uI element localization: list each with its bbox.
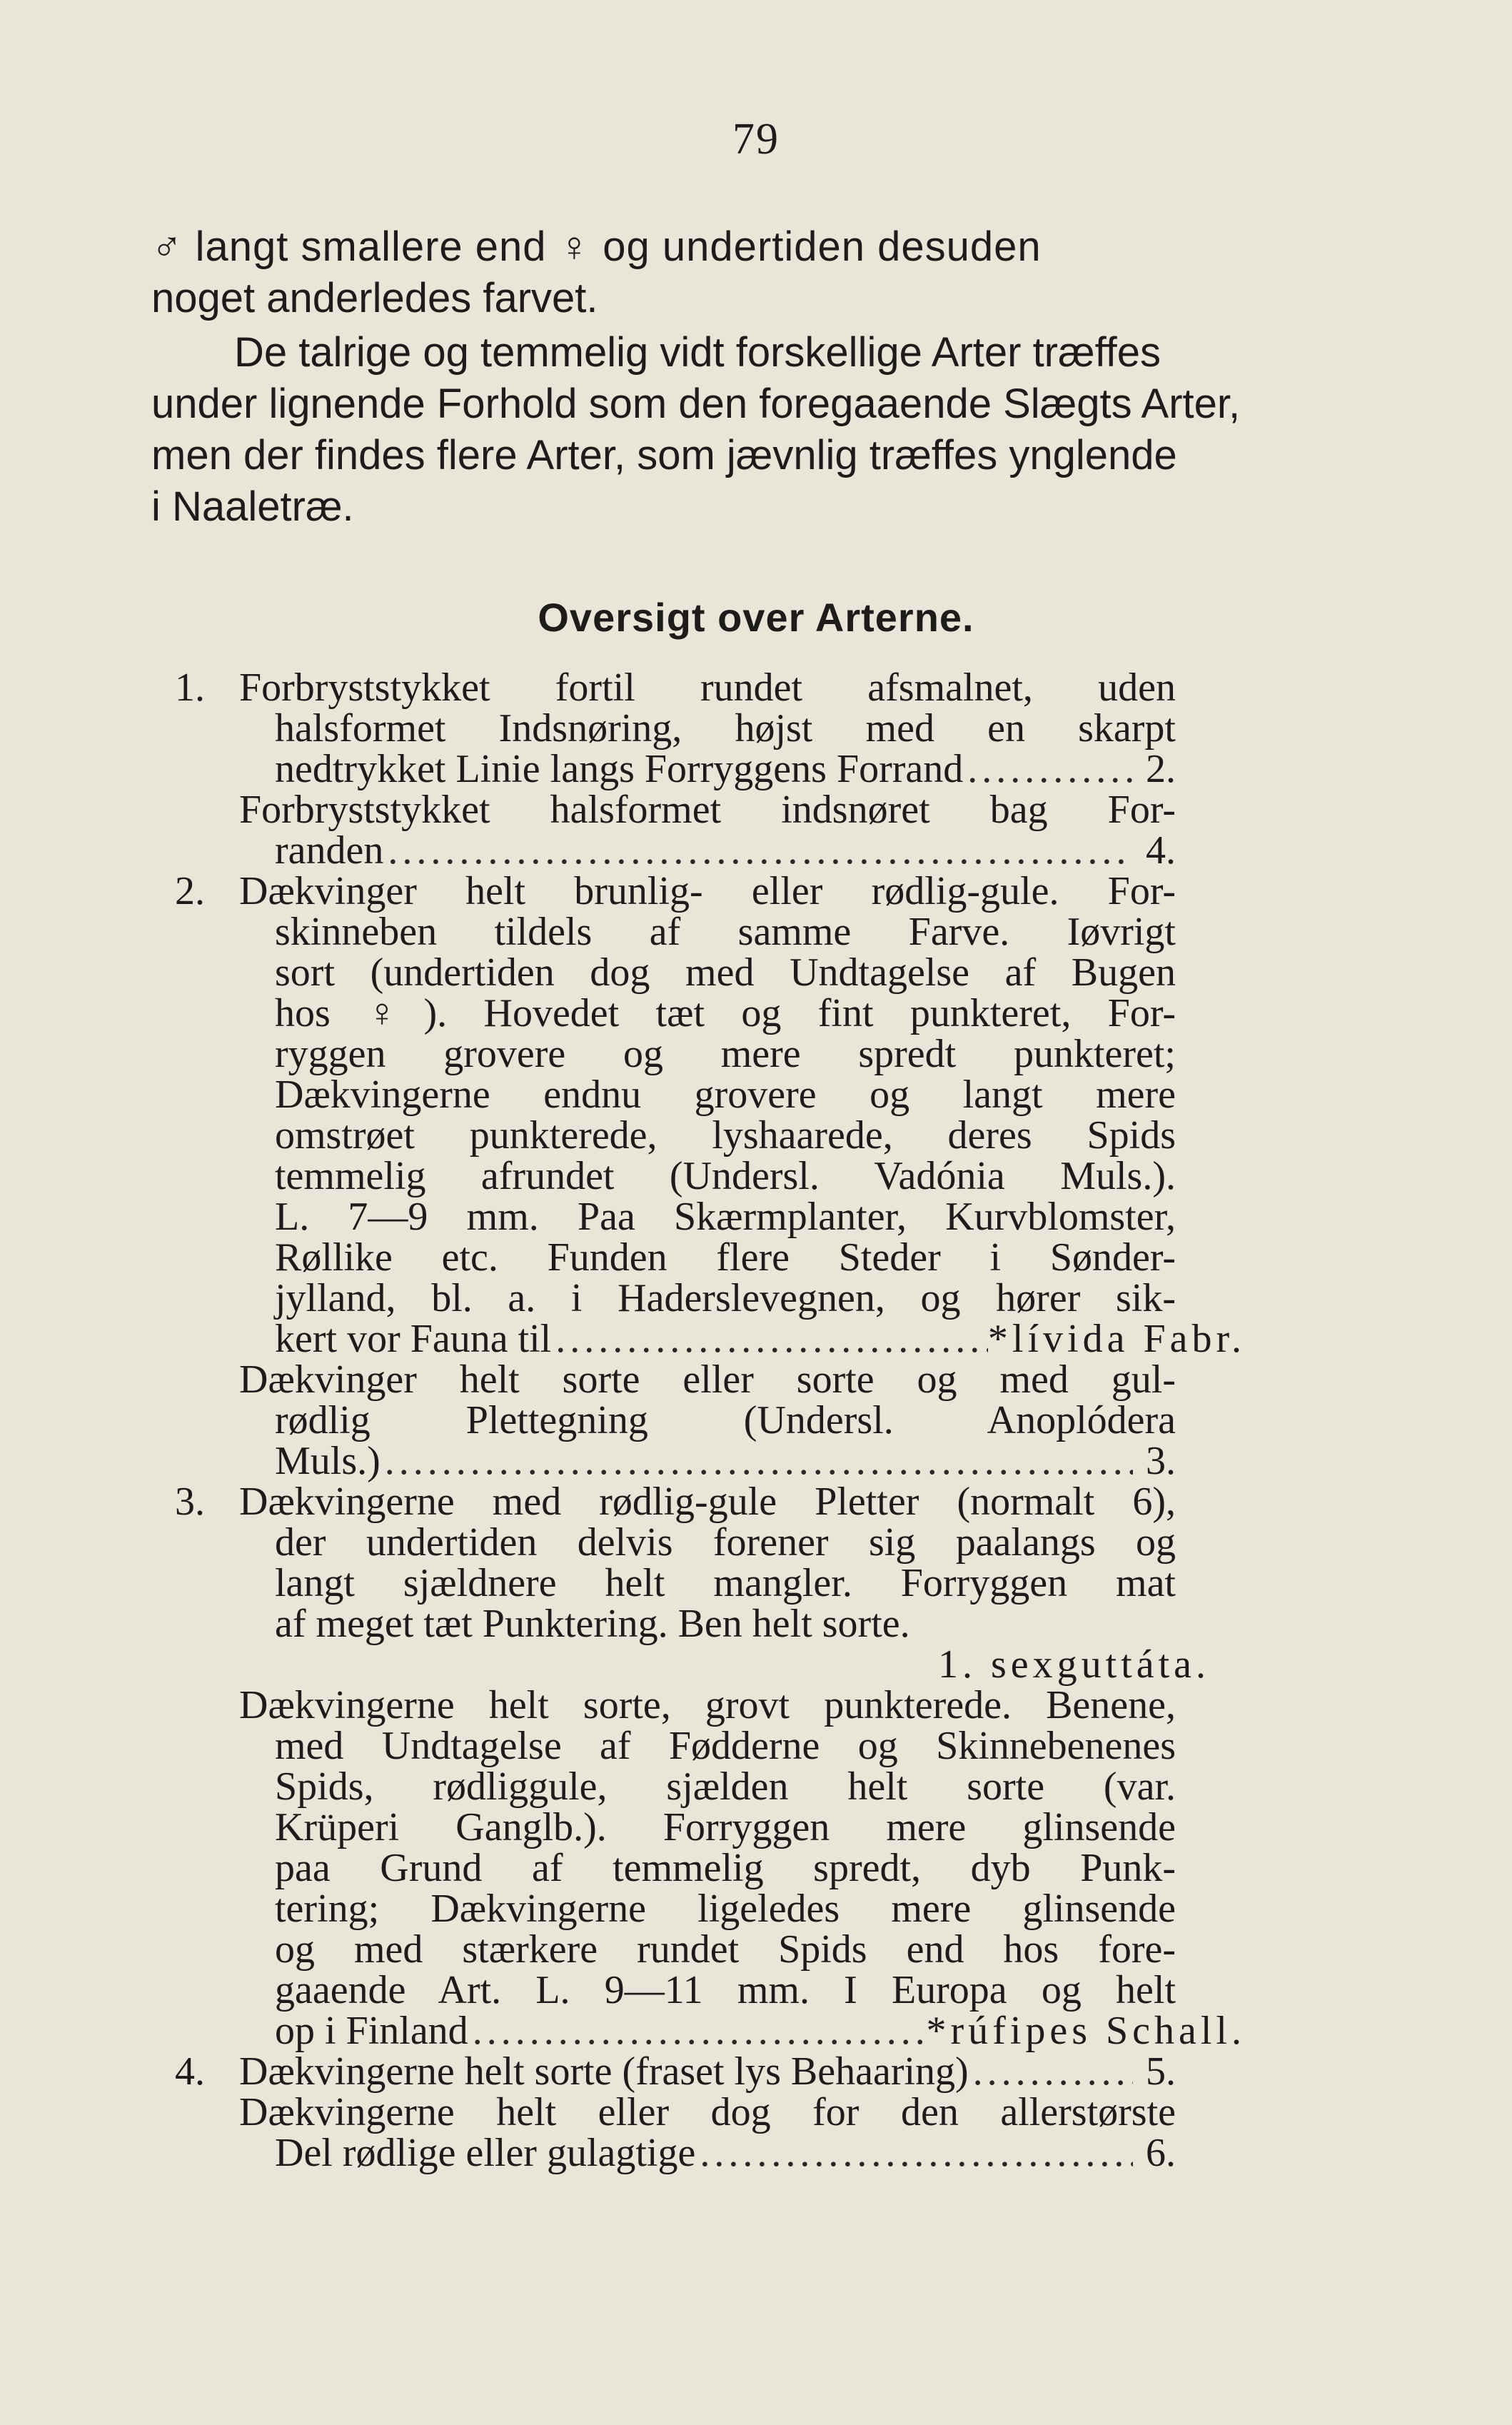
key-line: Dækvingerne helt eller dog for den allerstørste [239, 2090, 1176, 2134]
key-line: af meget tæt Punktering. Ben helt sorte. [275, 1602, 910, 1646]
key-line: ryggen grovere og mere spredt punkteret; [275, 1032, 1176, 1076]
intro-text [151, 221, 1294, 533]
key-line: der undertiden delvis forener sig paalangs og [275, 1520, 1176, 1565]
key-line: hos ♀). Hovedet tæt og fint punkteret, For- [275, 991, 1176, 1035]
leader-dots [963, 749, 1133, 790]
leader-dots [969, 2052, 1133, 2092]
intro-paragraph-2-line-2: under lignende Forhold som den foregaaende Slægts Arter, [151, 381, 1241, 427]
key-alternative-4a [239, 2049, 1310, 2094]
key-line: Krüperi Ganglb.). Forryggen mere glinsende [275, 1805, 1176, 1849]
key-line: langt sjældnere helt mangler. Forryggen mat [275, 1561, 1176, 1605]
key-number: 2. [175, 869, 205, 913]
key-alternative-3a [239, 1482, 1310, 1685]
key-line: Røllike etc. Funden flere Steder i Sønder- [275, 1235, 1176, 1280]
intro-paragraph-2-line-1: De talrige og temmelig vidt forskellige Arter træffes [234, 329, 1161, 376]
species-name-rufipes: *rúfipes Schall. [926, 2009, 1246, 2053]
key-line: kert vor Fauna til [275, 1317, 552, 1361]
key-entry-1 [175, 668, 1310, 871]
key-line: og med stærkere rundet Spids end hos fore- [275, 1927, 1176, 1972]
key-line: op i Finland [275, 2009, 468, 2053]
key-line: Muls.) [275, 1439, 380, 1483]
key-entry-4 [175, 2049, 1310, 2175]
key-reference: 5. [1146, 2049, 1176, 2094]
key-line: Del rødlige eller gulagtige [275, 2131, 696, 2175]
intro-paragraph-2-line-4: i Naaletræ. [151, 483, 354, 530]
key-line: Forbryststykket fortil rundet afsmalnet, uden [239, 666, 1176, 710]
key-line: gaaende Art. L. 9—11 mm. I Europa og helt [275, 1968, 1176, 2012]
key-line: Dækvingerne helt sorte (fraset lys Behaaring) [239, 2049, 969, 2094]
key-line: temmelig afrundet (Undersl. Vadónia Muls.). [275, 1154, 1176, 1198]
key-line: Dækvingerne endnu grovere og langt mere [275, 1073, 1176, 1117]
key-number: 1. [175, 666, 205, 710]
leader-dots [468, 2011, 927, 2052]
key-reference: 2. [1146, 747, 1176, 791]
key-reference: 4. [1146, 828, 1176, 873]
key-line: Spids, rødliggule, sjælden helt sorte (var. [275, 1764, 1176, 1809]
identification-key [175, 668, 1310, 2174]
intro-line-1: ♂ langt smallere end ♀ og undertiden desuden [151, 224, 1042, 270]
key-line: Dækvinger helt brunlig- eller rødlig-gule. For- [239, 869, 1176, 913]
key-alternative-2b [239, 1357, 1310, 1483]
key-line: tering; Dækvingerne ligeledes mere glinsende [275, 1887, 1176, 1931]
species-name-sexguttata: 1. sexguttáta. [937, 1642, 1210, 1687]
key-line: med Undtagelse af Fødderne og Skinnebenenes [275, 1724, 1176, 1768]
key-line: Dækvinger helt sorte eller sorte og med gul- [239, 1357, 1176, 1402]
leader-dots [551, 1319, 988, 1360]
key-reference: 6. [1146, 2131, 1176, 2175]
key-line: Dækvingerne helt sorte, grovt punkterede. Benene, [239, 1683, 1176, 1727]
key-entry-2 [175, 871, 1310, 1482]
key-line: sort (undertiden dog med Undtagelse af Bugen [275, 950, 1176, 995]
key-number: 3. [175, 1480, 205, 1524]
key-alternative-3b [239, 1685, 1310, 2052]
intro-paragraph-2-line-3: men der findes flere Arter, som jævnlig træffes ynglende [151, 432, 1177, 478]
key-line: randen [275, 828, 384, 873]
species-name-livida: *lívida Fabr. [987, 1317, 1246, 1361]
key-line: jylland, bl. a. i Haderslevegnen, og hører sik- [275, 1276, 1176, 1320]
leader-dots [383, 830, 1133, 871]
key-line: Forbryststykket halsformet indsnøret bag For- [239, 788, 1176, 832]
key-alternative-2a [239, 871, 1310, 1360]
key-alternative-4b [239, 2092, 1310, 2174]
leader-dots [380, 1441, 1133, 1482]
key-entry-3 [175, 1482, 1310, 2052]
key-line: nedtrykket Linie langs Forryggens Forrand [275, 747, 964, 791]
key-reference: 3. [1146, 1439, 1176, 1483]
key-line: halsformet Indsnøring, højst med en skarpt [275, 706, 1176, 750]
key-line: rødlig Plettegning (Undersl. Anoplódera [275, 1398, 1176, 1442]
page-number: 79 [732, 115, 780, 164]
key-alternative-1b [239, 790, 1310, 871]
leader-dots [695, 2133, 1133, 2174]
key-line: omstrøet punkterede, lyshaarede, deres Spids [275, 1113, 1176, 1158]
key-line: skinneben tildels af samme Farve. Iøvrigt [275, 910, 1176, 954]
key-number: 4. [175, 2049, 205, 2094]
intro-line-2: noget anderledes farvet. [151, 275, 598, 321]
key-alternative-1a [239, 668, 1310, 790]
section-heading: Oversigt over Arterne. [538, 595, 974, 640]
key-line: Dækvingerne med rødlig-gule Pletter (normalt 6), [239, 1480, 1176, 1524]
key-line: paa Grund af temmelig spredt, dyb Punk- [275, 1846, 1176, 1890]
key-line: L. 7—9 mm. Paa Skærmplanter, Kurvblomster, [275, 1195, 1176, 1239]
